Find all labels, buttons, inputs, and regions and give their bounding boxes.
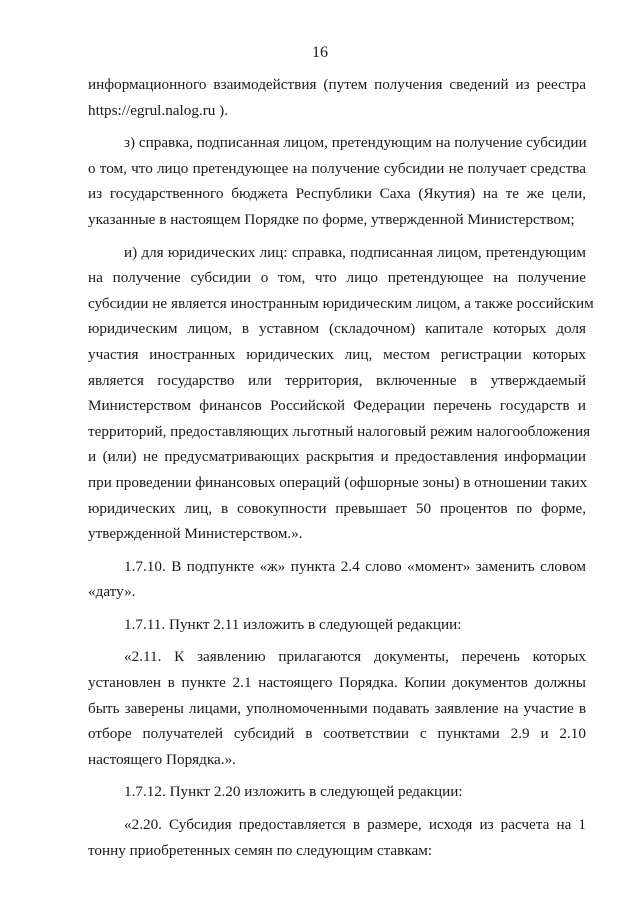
text-line: https://egrul.nalog.ru ). xyxy=(88,101,229,119)
paragraph xyxy=(88,554,586,605)
text-line: информационного взаимодействия (путем получения сведений из реестра xyxy=(88,76,586,93)
text-line: «дату». xyxy=(88,583,136,601)
paragraph xyxy=(88,130,586,232)
paragraph xyxy=(88,812,586,863)
text-line: 1.7.12. Пункт 2.20 изложить в следующей редакции: xyxy=(124,783,463,801)
text-line: утвержденной Министерством.». xyxy=(88,525,303,543)
text-line: «2.20. Субсидия предоставляется в размере, исходя из расчета на 1 xyxy=(124,816,586,834)
paragraph xyxy=(88,644,586,772)
text-line: указанные в настоящем Порядке по форме, утвержденной Министерством; xyxy=(88,210,575,228)
text-line: из государственного бюджета Республики Саха (Якутия) на те же цели, xyxy=(88,185,586,203)
text-line: при проведении финансовых операций (офшорные зоны) в отношении таких xyxy=(88,473,588,491)
text-line: з) справка, подписанная лицом, претендующим на получение субсидии xyxy=(124,134,587,152)
text-line: «2.11. К заявлению прилагаются документы, перечень которых xyxy=(124,648,586,666)
text-line: отборе получателей субсидий в соответствии с пунктами 2.9 и 2.10 xyxy=(88,725,586,743)
text-line: и) для юридических лиц: справка, подписанная лицом, претендующим xyxy=(124,243,586,261)
paragraph xyxy=(88,72,586,123)
text-line: Министерством финансов Российской Федерации перечень государств и xyxy=(88,397,586,415)
text-line: 1.7.11. Пункт 2.11 изложить в следующей редакции: xyxy=(124,615,462,633)
text-line: юридических лиц, в совокупности превышает 50 процентов по форме, xyxy=(88,499,586,517)
text-line: о том, что лицо претендующее на получение субсидии не получает средства xyxy=(88,159,586,177)
text-line: на получение субсидии о том, что лицо претендующее на получение xyxy=(88,269,586,287)
page-number: 16 xyxy=(312,44,328,61)
text-line: настоящего Порядка.». xyxy=(88,750,236,768)
document-body xyxy=(88,72,594,863)
paragraph xyxy=(88,240,594,547)
text-line: участия иностранных юридических лиц, местом регистрации которых xyxy=(88,345,586,363)
paragraph xyxy=(88,612,586,638)
text-line: юридическим лицом, в уставном (складочном) капитале которых доля xyxy=(88,320,586,338)
text-line: является государство или территория, включенные в утверждаемый xyxy=(88,371,586,389)
text-line: субсидии не является иностранным юридическим лицом, а также российским xyxy=(88,294,594,312)
text-line: территорий, предоставляющих льготный налоговый режим налогообложения xyxy=(88,422,591,440)
text-line: 1.7.10. В подпункте «ж» пункта 2.4 слово «момент» заменить словом xyxy=(124,557,586,575)
text-line: и (или) не предусматривающих раскрытия и предоставления информации xyxy=(88,448,586,466)
text-line: установлен в пункте 2.1 настоящего Порядка. Копии документов должны xyxy=(88,674,586,692)
text-line: быть заверены лицами, уполномоченными подавать заявление на участие в xyxy=(88,699,586,717)
text-line: тонну приобретенных семян по следующим ставкам: xyxy=(88,841,433,859)
paragraph xyxy=(88,779,586,805)
